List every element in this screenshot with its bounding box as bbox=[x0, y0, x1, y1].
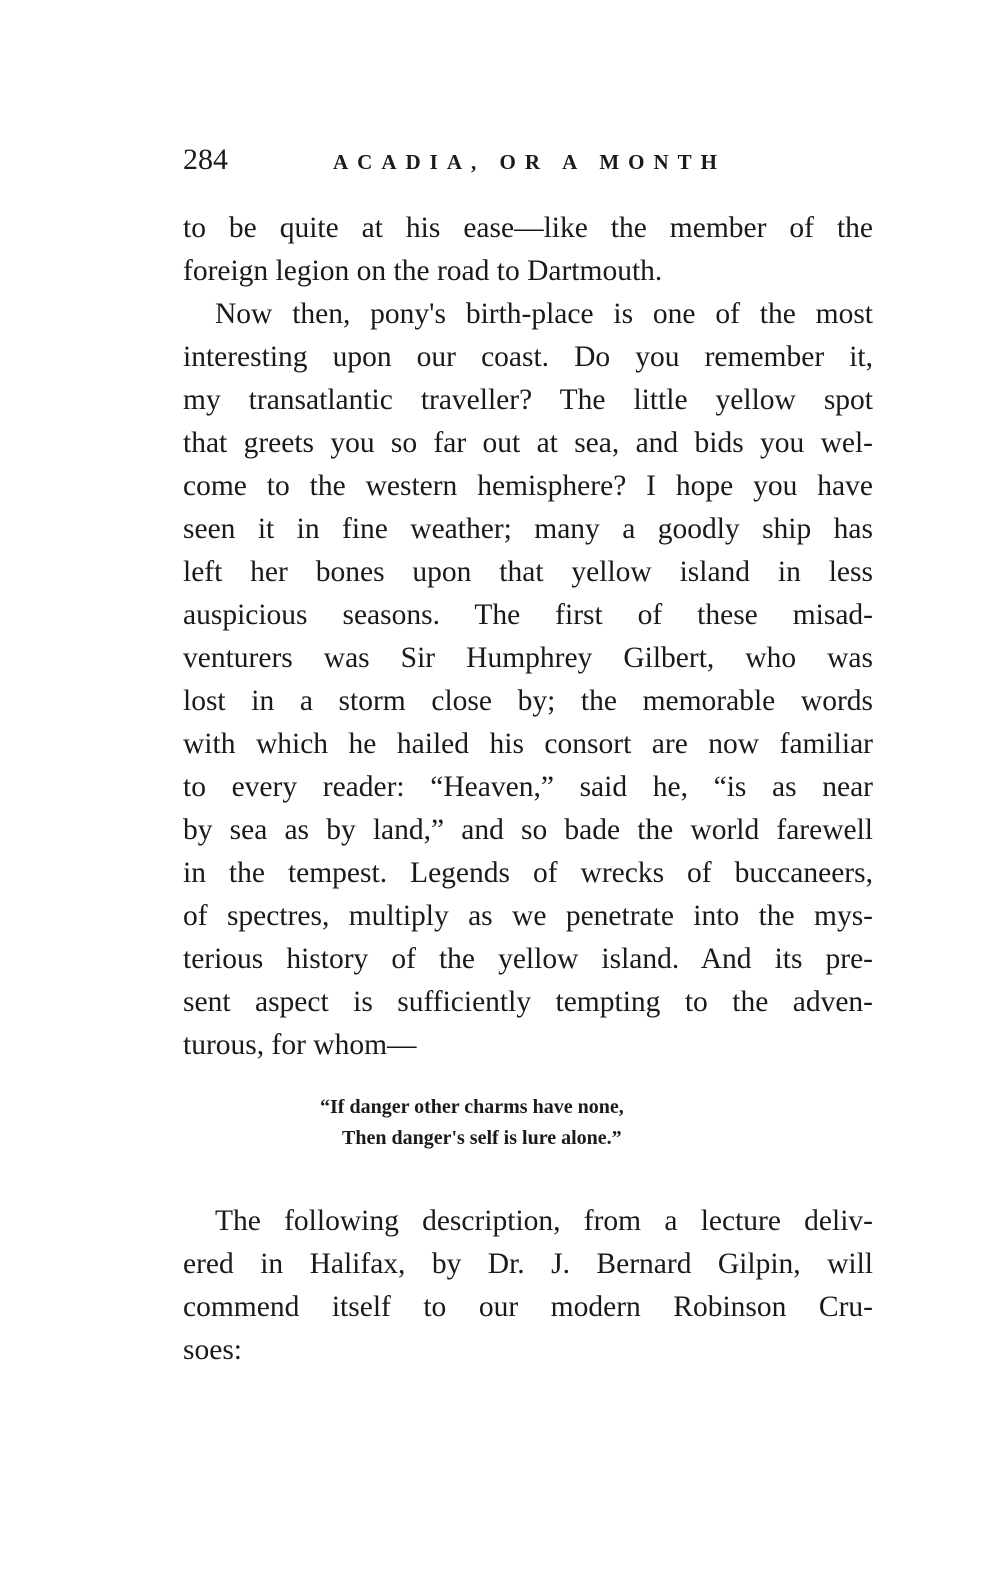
text-line: to every reader: “Heaven,” said he, “is as near bbox=[183, 771, 873, 803]
text-line: Now then, pony's birth-place is one of the most bbox=[215, 298, 873, 330]
text-line: soes: bbox=[183, 1334, 242, 1366]
text-line: lost in a storm close by; the memorable words bbox=[183, 685, 873, 717]
text-line: by sea as by land,” and so bade the world farewell bbox=[183, 814, 873, 846]
text-line: ered in Halifax, by Dr. J. Bernard Gilpin, will bbox=[183, 1248, 873, 1280]
text-line: terious history of the yellow island. And its pre- bbox=[183, 943, 873, 975]
text-line: left her bones upon that yellow island in less bbox=[183, 556, 873, 588]
page-number: 284 bbox=[183, 143, 228, 176]
text-line: in the tempest. Legends of wrecks of buccaneers, bbox=[183, 857, 873, 889]
paragraph-1 bbox=[183, 207, 873, 293]
text-line: The following description, from a lecture deliv- bbox=[215, 1205, 873, 1237]
text-line: sent aspect is sufficiently tempting to the adven- bbox=[183, 986, 873, 1018]
verse-line: Then danger's self is lure alone.” bbox=[342, 1127, 622, 1149]
text-line: interesting upon our coast. Do you remember it, bbox=[183, 341, 873, 373]
text-line: auspicious seasons. The first of these misad- bbox=[183, 599, 873, 631]
text-line: that greets you so far out at sea, and bids you wel- bbox=[183, 427, 873, 459]
text-line: my transatlantic traveller? The little yellow spot bbox=[183, 384, 873, 416]
text-line: with which he hailed his consort are now familiar bbox=[183, 728, 873, 760]
text-line: turous, for whom— bbox=[183, 1029, 417, 1061]
paragraph-2 bbox=[183, 293, 873, 1067]
text-line: commend itself to our modern Robinson Cru- bbox=[183, 1291, 873, 1323]
running-title: ACADIA, OR A MONTH bbox=[333, 150, 727, 174]
text-line: to be quite at his ease—like the member of the bbox=[183, 212, 873, 244]
verse-quotation bbox=[320, 1092, 740, 1154]
text-line: seen it in fine weather; many a goodly ship has bbox=[183, 513, 873, 545]
text-line: foreign legion on the road to Dartmouth. bbox=[183, 255, 663, 287]
verse-line: “If danger other charms have none, bbox=[320, 1096, 624, 1118]
text-line: of spectres, multiply as we penetrate into the mys- bbox=[183, 900, 873, 932]
paragraph-3 bbox=[183, 1200, 873, 1372]
text-line: venturers was Sir Humphrey Gilbert, who was bbox=[183, 642, 873, 674]
page-header bbox=[183, 140, 873, 184]
text-line: come to the western hemisphere? I hope you have bbox=[183, 470, 873, 502]
